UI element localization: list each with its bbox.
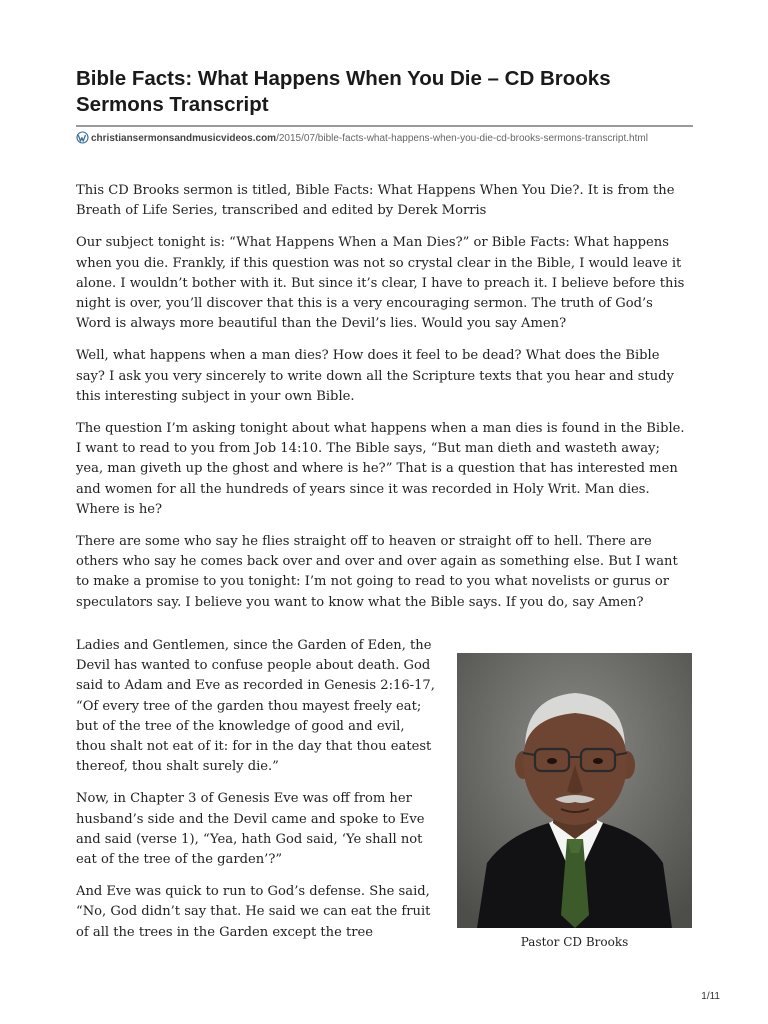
source-domain[interactable]: christiansermonsandmusicvideos.com [91, 133, 277, 144]
paragraph-job: The question I’m asking tonight about what happens when a man dies is found in the Bible. I want to read to you from Job 14:10. The Bible says, “But man dieth and wasteth away; yea, man giveth up the ghost and where is he?” That is a question that has interested men and women for all the hundreds of years since it was recorded in Holy Writ. Man dies. Where is he? [76, 421, 685, 517]
article-body-column [76, 636, 438, 955]
document-title: Bible Facts: What Happens When You Die – CD Brooks Sermons Transcript [76, 67, 611, 116]
paragraph-promise: There are some who say he flies straight off to heaven or straight off to hell. There are others who say he comes back over and over and over again as something else. But I want to make a promise to you tonight: I’m not going to read to you what novelists or gurus or speculators say. I believe you want to know what the Bible says. If you do, say Amen? [76, 534, 678, 610]
pastor-photo-figure [457, 653, 692, 950]
source-path[interactable]: /2015/07/bible-facts-what-happens-when-you-die-cd-brooks-sermons-transcript.html [276, 133, 648, 144]
title-divider [76, 125, 693, 127]
paragraph-questions: Well, what happens when a man dies? How does it feel to be dead? What does the Bible say? I ask you very sincerely to write down all the Scripture texts that you hear and study this interesting subject in your own Bible. [76, 348, 674, 404]
paragraph-subject: Our subject tonight is: “What Happens When a Man Dies?” or Bible Facts: What happens when you die. Frankly, if this question was not so crystal clear in the Bible, I would leave it alone. I wouldn’t bother with it. But since it’s clear, I have to preach it. I believe before this night is over, you’ll discover that this is a very encouraging sermon. The truth of God’s Word is always more beautiful than the Devil’s lies. Would you say Amen? [76, 235, 685, 332]
photo-caption: Pastor CD Brooks [520, 935, 629, 949]
paragraph-genesis-3: Now, in Chapter 3 of Genesis Eve was off from her husband’s side and the Devil came and spoke to Eve and said (verse 1), “Yea, hath God said, ‘Ye shall not eat of the tree of the garden’?” [76, 791, 425, 868]
paragraph-intro: This CD Brooks sermon is titled, Bible Facts: What Happens When You Die?. It is from the Breath of Life Series, transcribed and edited by Derek Morris [76, 183, 675, 219]
pastor-portrait-image [457, 653, 692, 928]
page-number: 1/11 [701, 991, 720, 1002]
article-body [76, 181, 691, 625]
source-url[interactable] [76, 131, 692, 145]
paragraph-eden: Ladies and Gentlemen, since the Garden of Eden, the Devil has wanted to confuse people about death. God said to Adam and Eve as recorded in Genesis 2:16-17, “Of every tree of the garden thou mayest freely eat; but of the tree of the knowledge of good and evil, thou shalt not eat of it: for in the day that thou eatest thereof, thou shalt surely die.” [76, 638, 435, 775]
paragraph-eve-defense: And Eve was quick to run to God’s defense. She said, “No, God didn’t say that. He said we can eat the fruit of all the trees in the Garden except the tree [76, 884, 431, 940]
wordpress-icon [76, 131, 89, 144]
